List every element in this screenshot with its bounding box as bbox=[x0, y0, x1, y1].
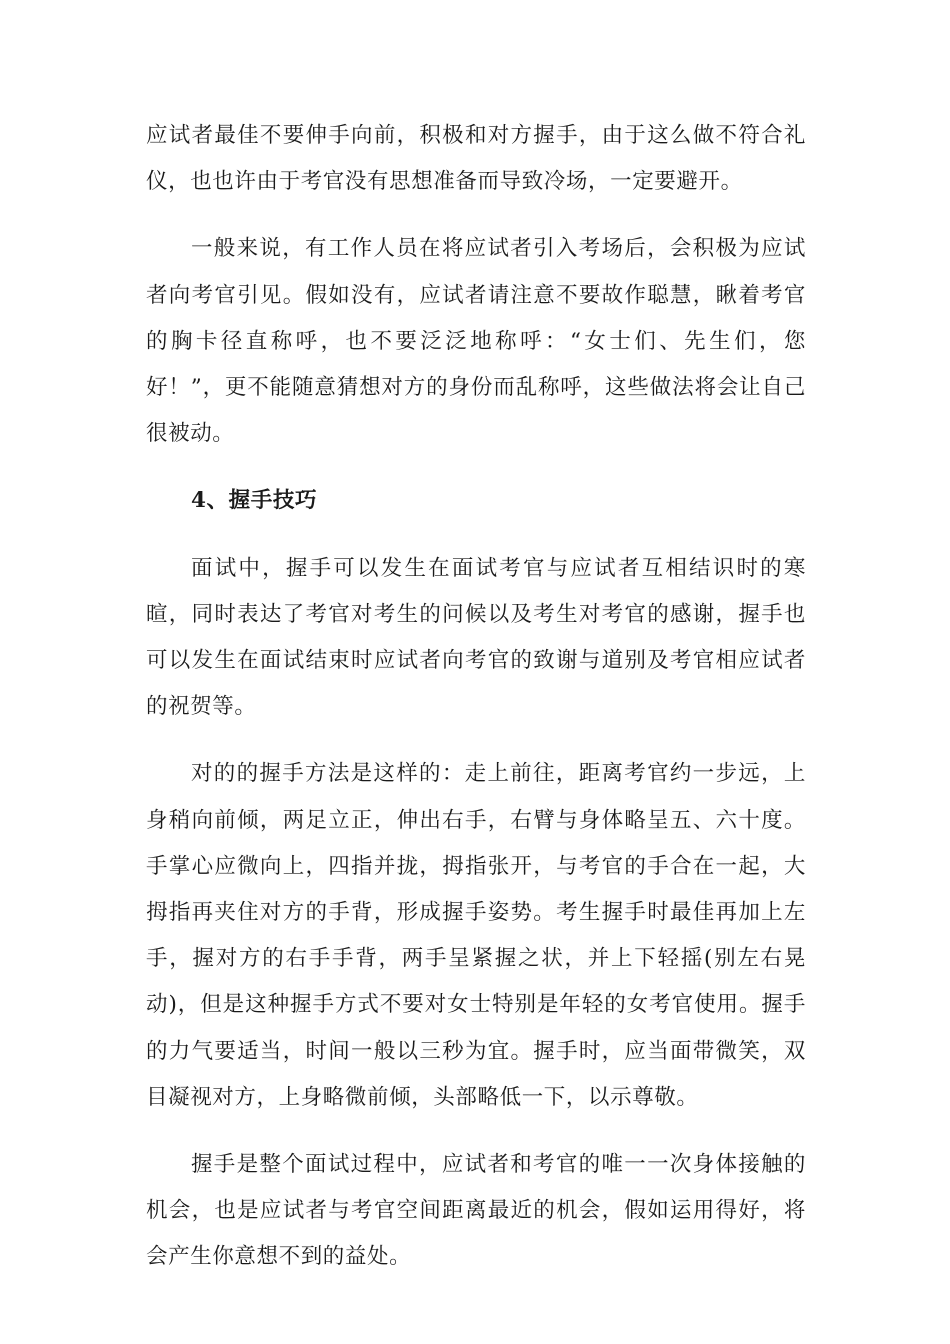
section-heading-handshake: 4、握手技巧 bbox=[191, 488, 318, 514]
paragraph-handshake-importance: 握手是整个面试过程中，应试者和考官的唯一一次身体接触的机会，也是应试者与考官空间距离最近的机会，假如运用得好，将会产生你意想不到的益处。 bbox=[146, 1152, 806, 1270]
document-body bbox=[146, 113, 806, 1281]
paragraph-handshake-method: 对的的握手方法是这样的：走上前往，距离考官约一步远，上身稍向前倾，两足立正，伸出右手，右臂与身体略呈五、六十度。手掌心应微向上，四指并拢，拇指张开，与考官的手合在一起，大拇指再夹住对方的手背，形成握手姿势。考生握手时最佳再加上左手，握对方的右手手背，两手呈紧握之状，并上下轻摇(别左右晃动)，但是这种握手方式不要对女士特别是年轻的女考官使用。握手的力气要适当，时间一般以三秒为宜。握手时，应当面带微笑，双目凝视对方，上身略微前倾，头部略低一下，以示尊敬。 bbox=[146, 761, 806, 1110]
paragraph-courtesy-no-reach: 应试者最佳不要伸手向前，积极和对方握手，由于这么做不符合礼仪，也也许由于考官没有思想准备而导致冷场，一定要避开。 bbox=[146, 123, 806, 195]
paragraph-introduction-address: 一般来说，有工作人员在将应试者引入考场后，会积极为应试者向考官引见。假如没有，应试者请注意不要故作聪慧，瞅着考官的胸卡径直称呼，也不要泛泛地称呼：“女士们、先生们，您好！”，更不能随意猜想对方的身份而乱称呼，这些做法将会让自己很被动。 bbox=[146, 236, 806, 447]
paragraph-handshake-occasions: 面试中，握手可以发生在面试考官与应试者互相结识时的寒暄，同时表达了考官对考生的问候以及考生对考官的感谢，握手也可以发生在面试结束时应试者向考官的致谢与道别及考官相应试者的祝贺等。 bbox=[146, 555, 806, 720]
